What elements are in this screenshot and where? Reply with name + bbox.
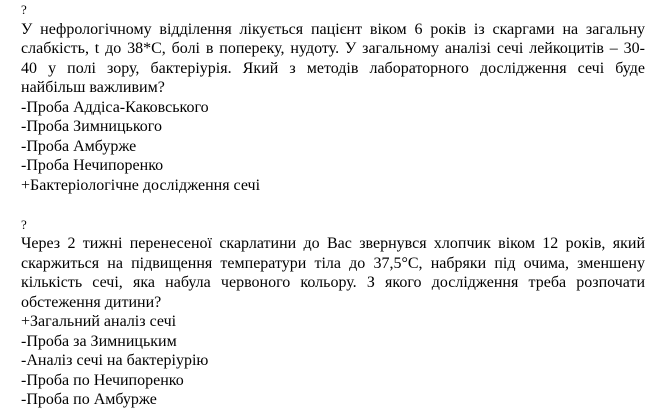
question-text-line: 40 у полі зору, бактеріурія. Який з методів лабораторного дослідження сечі буде (21, 59, 645, 77)
question-text-line: обстеження дитини? (21, 293, 162, 311)
correct-answer-option: +Бактеріологічне дослідження сечі (21, 176, 261, 194)
answer-option: -Проба за Зимницьким (21, 332, 177, 350)
question-text-line: Через 2 тижні перенесеної скарлатини до Вас звернувся хлопчик віком 12 років, який (21, 235, 645, 252)
correct-answer-option: +Загальний аналіз сечі (21, 313, 177, 330)
question-text-line: кількість сечі, яка набула червоного кольору. З якого дослідження треба розпочати (21, 274, 645, 291)
answer-option: -Аналіз сечі на бактеріурію (21, 352, 209, 369)
question-block (21, 215, 645, 410)
answer-option: -Проба Нечипоренко (21, 157, 164, 174)
question-marker: ? (21, 216, 27, 232)
answer-option: -Проба по Нечипоренко (21, 371, 184, 389)
answer-option: -Проба Амбурже (21, 137, 137, 155)
answer-option: -Проба по Амбурже (21, 391, 157, 408)
question-marker: ? (21, 2, 27, 17)
answer-option: -Проба Зимницького (21, 118, 162, 135)
question-text-line: слабкість, t до 38*С, болі в попереку, нудоту. У загальному аналізі сечі лейкоцитів – 30- (21, 40, 645, 57)
question-text-line: найбільш важливим? (21, 79, 165, 96)
answer-option: -Проба Аддіса-Каковського (21, 98, 209, 116)
document-page (21, 0, 645, 410)
question-text-line: У нефрологічному відділення лікується пацієнт віком 6 років із скаргами на загальну (21, 20, 645, 38)
question-block (21, 0, 645, 195)
paragraph-spacer (21, 195, 645, 215)
question-text-line: скаржиться на підвищення температури тіла до 37,5°С, набряки під очима, зменшену (21, 254, 645, 272)
